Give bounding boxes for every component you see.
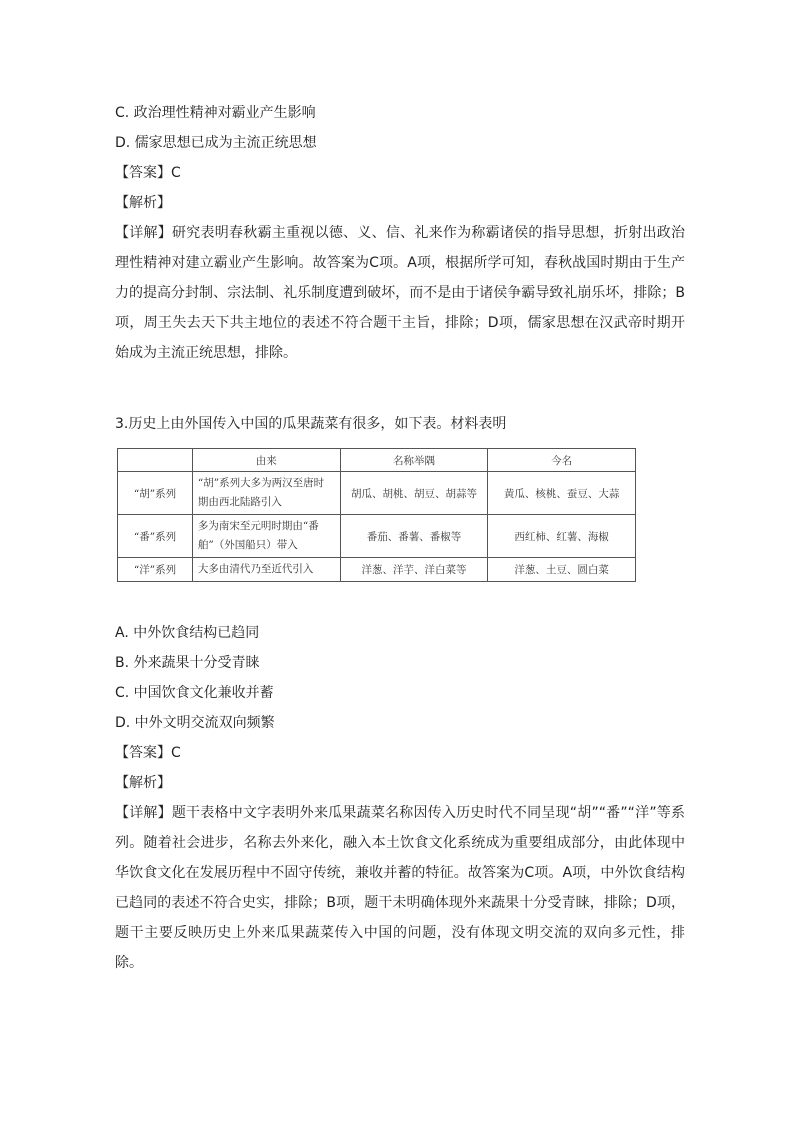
- question-3-stem: 3.历史上由外国传入中国的瓜果蔬菜有很多，如下表。材料表明: [115, 416, 507, 432]
- option-d: D. 儒家思想已成为主流正统思想: [115, 135, 317, 151]
- material-table: [117, 448, 636, 582]
- answer-label: 【答案】C: [115, 165, 181, 181]
- table-cell-origin: “胡”系列大多为两汉至唐时期由西北陆路引入: [192, 472, 340, 515]
- table-cell-series: “胡”系列: [118, 472, 193, 515]
- option-d: D. 中外文明交流双向频繁: [115, 715, 275, 731]
- table-cell-modern: 西红柿、红薯、海椒: [488, 515, 636, 558]
- option-c: C. 政治理性精神对霸业产生影响: [115, 105, 316, 121]
- table-cell-names: 胡瓜、胡桃、胡豆、胡蒜等: [340, 472, 488, 515]
- table-cell-modern: 洋葱、土豆、圆白菜: [488, 558, 636, 582]
- table-row: [118, 472, 636, 515]
- table-cell-names: 洋葱、洋芋、洋白菜等: [340, 558, 488, 582]
- analysis-label: 【解析】: [115, 195, 171, 211]
- detail-paragraph: 【详解】研究表明春秋霸主重视以德、义、信、礼来作为称霸诸侯的指导思想，折射出政治理性精神对建立霸业产生影响。故答案为C项。A项，根据所学可知，春秋战国时期由于生产力的提高分封制、宗法制、礼乐制度遭到破坏，而不是由于诸侯争霸导致礼崩乐坏，排除；B项，周王失去天下共主地位的表述不符合题干主旨，排除；D项，儒家思想在汉武帝时期开始成为主流正统思想，排除。: [115, 225, 685, 361]
- table-header-cell: [118, 449, 193, 472]
- table-header-row: [118, 449, 636, 472]
- detail-paragraph: 【详解】题干表格中文字表明外来瓜果蔬菜名称因传入历史时代不同呈现“胡”“番”“洋”等系列。随着社会进步，名称去外来化，融入本土饮食文化系统成为重要组成部分，由此体现中华饮食文化在发展历程中不固守传统，兼收并蓄的特征。故答案为C项。A项，中外饮食结构已趋同的表述不符合史实，排除；B项，题干未明确体现外来蔬果十分受青睐，排除；D项，题干主要反映历史上外来瓜果蔬菜传入中国的问题，没有体现文明交流的双向多元性，排除。: [115, 805, 685, 971]
- answer-label: 【答案】C: [115, 745, 181, 761]
- option-b: B. 外来蔬果十分受青睐: [115, 655, 260, 671]
- table-header-cell: 今名: [488, 449, 636, 472]
- table-row: [118, 515, 636, 558]
- option-a: A. 中外饮食结构已趋同: [115, 625, 260, 641]
- table-row: [118, 558, 636, 582]
- table-cell-modern: 黄瓜、核桃、蚕豆、大蒜: [488, 472, 636, 515]
- table-header-cell: 由来: [192, 449, 340, 472]
- table-header-cell: 名称举隅: [340, 449, 488, 472]
- table-cell-origin: 大多由清代乃至近代引入: [192, 558, 340, 582]
- table-cell-names: 番茄、番薯、番椒等: [340, 515, 488, 558]
- option-c: C. 中国饮食文化兼收并蓄: [115, 685, 274, 701]
- table-cell-origin: 多为南宋至元明时期由“番舶”（外国船只）带入: [192, 515, 340, 558]
- table-cell-series: “洋”系列: [118, 558, 193, 582]
- material-table-wrapper: [117, 448, 636, 582]
- analysis-label: 【解析】: [115, 775, 171, 791]
- table-cell-series: “番”系列: [118, 515, 193, 558]
